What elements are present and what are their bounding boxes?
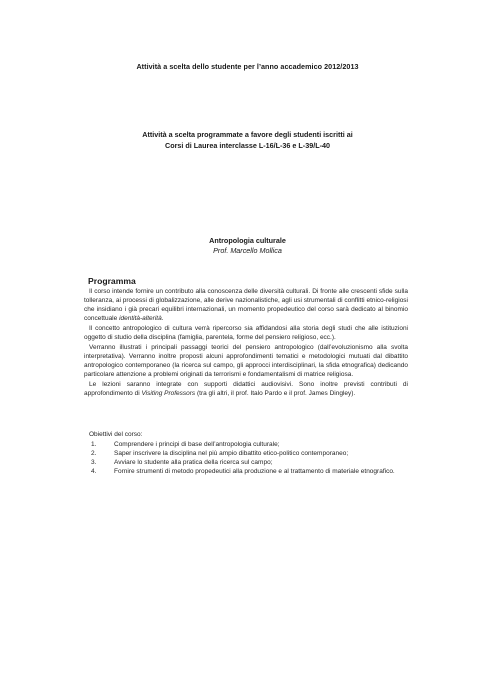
programma-p4-end: (tra gli altri, il prof. Italo Pardo e il prof. James Dingley). [195, 389, 356, 397]
obiettivi-item-text: Saper inscrivere la disciplina nel più ampio dibattito etico-politico contemporaneo; [114, 449, 349, 457]
programma-heading: Programma [88, 276, 136, 286]
programma-paragraph-4 [84, 380, 408, 398]
subtitle-line-1: Attività a scelta programmate a favore degli studenti iscritti ai [142, 130, 353, 139]
course-name: Antropologia culturale [209, 236, 286, 245]
obiettivi-item-text: Comprendere i principi di base dell’antropologia culturale; [114, 440, 280, 448]
programma-paragraph-3: Verranno illustrati i principali passaggi teorici del pensiero antropologico (dall’evoluzionismo alla svolta interpretativa). Verranno inoltre proposti alcuni approfondimenti tematici e metodologici mutuati dal dibattito antropologico contemporaneo (la ricerca sul campo, gli approcci interdisciplinari, la sfida etnografica) dedicando particolare attenzione a problemi originati da terrorismi e fondamentalismi di matrice religiosa. [84, 343, 408, 379]
document-header-title: Attività a scelta dello studente per l’anno accademico 2012/2013 [136, 62, 359, 71]
programma-paragraph-1 [84, 287, 408, 323]
course-block [0, 236, 495, 255]
obiettivi-section [89, 430, 409, 476]
obiettivi-item-text: Avviare lo studente alla pratica della ricerca sul campo; [114, 459, 273, 467]
obiettivi-item [89, 467, 409, 476]
obiettivi-item-number: 4. [91, 468, 97, 476]
programma-p1-text: Il corso intende fornire un contributo alla conoscenza delle diversità culturali. Di fronte alle crescenti sfide sulla tolleranza, ai processi di globalizzazione, alle derive nazionalistiche, agli usi strumentali di conflitti etnico-religiosi che insidiano i già precari equilibri internazionali, un momento propedeutico del corso sarà dedicato al binomio concettuale [84, 288, 408, 323]
subtitle-line-2: Corsi di Laurea interclasse L-16/L-36 e L-39/L-40 [165, 140, 330, 150]
obiettivi-item [89, 458, 409, 467]
programma-p1-emphasis: identità-alterità [119, 315, 162, 323]
document-subtitle [0, 130, 495, 151]
course-professor: Prof. Marcello Mollica [213, 245, 282, 255]
programma-paragraph-2: Il concetto antropologico di cultura verrà ripercorso sia affidandosi alla storia degli studi che alle istituzioni oggetto di studio della disciplina (famiglia, parentela, forme del pensiero religioso, ecc.). [84, 324, 408, 342]
programma-p4-emphasis: Visiting Professors [141, 389, 196, 397]
obiettivi-item [89, 440, 409, 449]
obiettivi-item-text: Fornire strumenti di metodo propedeutici alla produzione e al trattamento di materiale etnografico. [114, 468, 395, 476]
obiettivi-item [89, 449, 409, 458]
programma-body [84, 287, 408, 398]
programma-p4-text: Le lezioni saranno integrate con supporti didattici audiovisivi. Sono inoltre previsti contributi di approfondimento di [84, 380, 408, 397]
obiettivi-item-number: 2. [91, 449, 97, 457]
obiettivi-item-number: 1. [91, 440, 97, 448]
programma-p1-end: . [161, 315, 164, 323]
obiettivi-heading: Obiettivi del corso: [89, 431, 143, 438]
obiettivi-item-number: 3. [91, 459, 97, 467]
